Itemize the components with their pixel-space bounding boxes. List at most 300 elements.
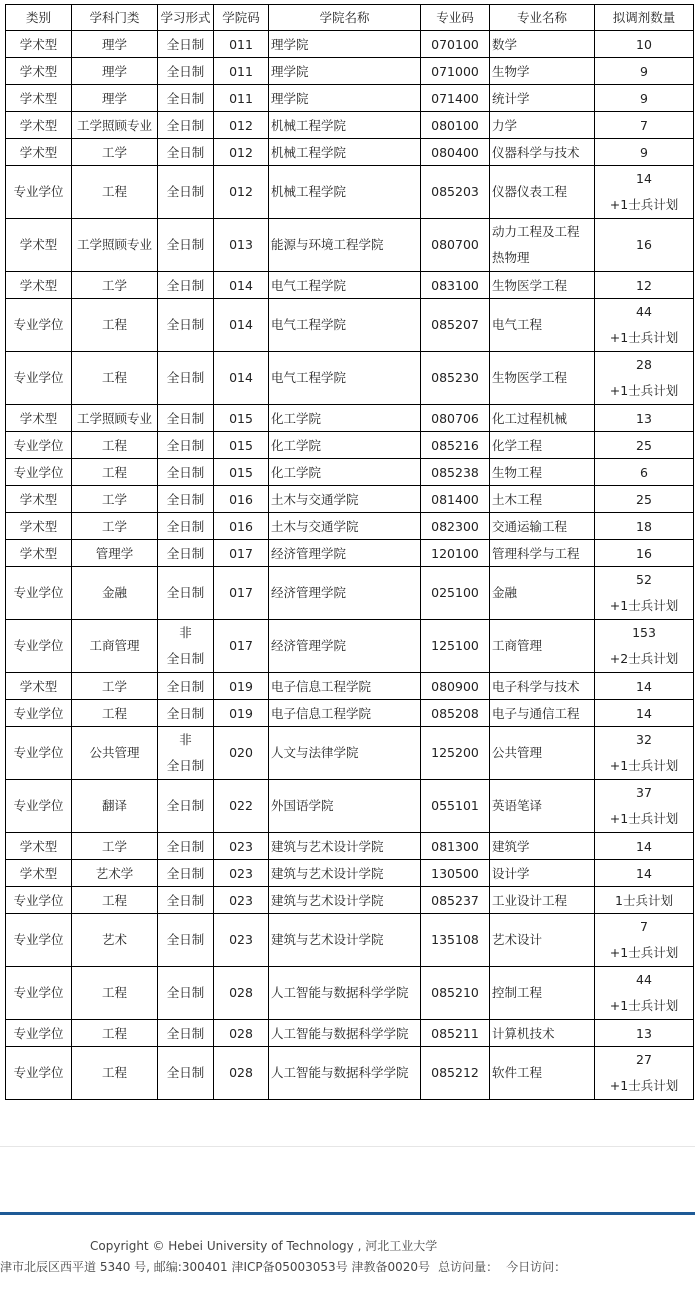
cell-quota	[595, 887, 694, 914]
cell-college-name: 建筑与艺术设计学院	[269, 914, 421, 967]
cell-major-name-line: 建筑学	[492, 838, 530, 854]
cell-college-code: 014	[214, 272, 269, 299]
cell-college-name: 人工智能与数据科学学院	[269, 1020, 421, 1047]
cell-college-code: 017	[214, 620, 269, 673]
cell-discipline	[72, 219, 158, 272]
cell-major-name-line: 仪器科学与技术	[492, 144, 580, 160]
cell-study-mode	[158, 513, 214, 540]
cell-study-mode	[158, 459, 214, 486]
cell-major-name	[490, 352, 595, 405]
cell-category: 专业学位	[6, 620, 72, 673]
cell-quota	[595, 459, 694, 486]
cell-category: 专业学位	[6, 567, 72, 620]
cell-quota-line: +1士兵计划	[609, 998, 679, 1013]
cell-discipline	[72, 620, 158, 673]
cell-discipline	[72, 112, 158, 139]
cell-quota	[595, 1047, 694, 1100]
cell-study-mode-line: 全日制	[166, 678, 205, 694]
cell-quota-line: 13	[636, 1025, 652, 1041]
table-row	[6, 85, 694, 112]
cell-major-code: 085203	[421, 166, 490, 219]
cell-quota-line: 52	[636, 572, 652, 587]
cell-study-mode	[158, 139, 214, 166]
cell-major-name-line: 热物理	[492, 250, 530, 265]
cell-quota-line: 16	[636, 545, 652, 561]
cell-quota-line: 28	[636, 357, 652, 372]
table-row	[6, 486, 694, 513]
cell-college-name: 化工学院	[269, 432, 421, 459]
cell-category: 学术型	[6, 860, 72, 887]
cell-discipline	[72, 432, 158, 459]
cell-college-name: 经济管理学院	[269, 620, 421, 673]
cell-study-mode	[158, 299, 214, 352]
cell-college-name: 化工学院	[269, 405, 421, 432]
cell-discipline	[72, 31, 158, 58]
cell-category: 学术型	[6, 673, 72, 700]
table-row	[6, 459, 694, 486]
cell-discipline-line: 工程	[101, 705, 127, 721]
table-row	[6, 31, 694, 58]
cell-category: 专业学位	[6, 432, 72, 459]
cell-major-code: 071000	[421, 58, 490, 85]
cell-discipline-line: 工学照顾专业	[76, 410, 152, 426]
cell-major-name-line: 土木工程	[492, 491, 543, 507]
cell-study-mode	[158, 540, 214, 567]
cell-discipline-line: 工学	[101, 678, 127, 694]
cell-study-mode-line: 全日制	[166, 36, 205, 52]
cell-college-code: 011	[214, 85, 269, 112]
table-row	[6, 700, 694, 727]
cell-major-name	[490, 432, 595, 459]
cell-study-mode	[158, 112, 214, 139]
cell-college-name: 建筑与艺术设计学院	[269, 833, 421, 860]
cell-major-code: 085237	[421, 887, 490, 914]
cell-quota	[595, 540, 694, 567]
cell-discipline-line: 工程	[101, 370, 127, 385]
cell-major-name	[490, 513, 595, 540]
cell-major-name	[490, 1047, 595, 1100]
header-quota: 拟调剂数量	[595, 5, 694, 31]
cell-discipline-line: 工学照顾专业	[76, 237, 152, 252]
cell-major-name-line: 化学工程	[492, 437, 543, 453]
cell-college-code: 028	[214, 1020, 269, 1047]
cell-major-name-line: 软件工程	[492, 1065, 543, 1080]
cell-major-name-line: 交通运输工程	[492, 518, 568, 534]
cell-major-name	[490, 673, 595, 700]
cell-major-code: 081400	[421, 486, 490, 513]
footer-top-divider	[0, 1146, 695, 1147]
table-row	[6, 299, 694, 352]
cell-quota-line: 153	[632, 625, 656, 640]
cell-study-mode	[158, 486, 214, 513]
cell-college-code: 012	[214, 139, 269, 166]
cell-study-mode	[158, 166, 214, 219]
cell-category: 学术型	[6, 272, 72, 299]
cell-discipline	[72, 1020, 158, 1047]
cell-study-mode	[158, 432, 214, 459]
cell-category: 专业学位	[6, 887, 72, 914]
cell-major-name-line: 控制工程	[492, 985, 543, 1000]
cell-major-name-line: 英语笔译	[492, 798, 543, 813]
cell-discipline	[72, 673, 158, 700]
cell-major-name-line: 仪器仪表工程	[492, 184, 568, 199]
cell-college-name: 经济管理学院	[269, 540, 421, 567]
cell-major-name-line: 生物工程	[492, 464, 543, 480]
cell-major-name-line: 设计学	[492, 865, 530, 881]
cell-quota-line: 25	[636, 437, 652, 453]
cell-college-code: 013	[214, 219, 269, 272]
cell-college-code: 028	[214, 1047, 269, 1100]
cell-quota	[595, 700, 694, 727]
cell-major-code: 080900	[421, 673, 490, 700]
header-discipline: 学科门类	[72, 5, 158, 31]
cell-quota	[595, 352, 694, 405]
cell-discipline	[72, 486, 158, 513]
cell-discipline-line: 工学	[101, 518, 127, 534]
cell-study-mode	[158, 405, 214, 432]
cell-quota-line: +1士兵计划	[609, 598, 679, 613]
cell-study-mode-line: 全日制	[166, 1065, 205, 1080]
cell-college-code: 023	[214, 860, 269, 887]
cell-college-code: 023	[214, 833, 269, 860]
cell-discipline-line: 工程	[101, 892, 127, 908]
cell-quota-line: +1士兵计划	[609, 758, 679, 773]
cell-college-code: 015	[214, 459, 269, 486]
cell-discipline-line: 工程	[101, 317, 127, 332]
cell-discipline	[72, 860, 158, 887]
cell-quota-line: 7	[640, 117, 648, 133]
cell-quota-line: 9	[640, 63, 648, 79]
cell-quota	[595, 58, 694, 85]
cell-major-name-line: 计算机技术	[492, 1025, 555, 1041]
cell-major-code: 080706	[421, 405, 490, 432]
cell-quota	[595, 967, 694, 1020]
cell-quota-line: 37	[636, 785, 652, 800]
cell-discipline	[72, 58, 158, 85]
cell-study-mode-line: 全日制	[166, 277, 205, 293]
cell-major-name-line: 生物医学工程	[492, 277, 568, 293]
cell-quota	[595, 914, 694, 967]
cell-study-mode	[158, 85, 214, 112]
cell-category: 学术型	[6, 540, 72, 567]
cell-study-mode	[158, 887, 214, 914]
header-major-code: 专业码	[421, 5, 490, 31]
cell-major-name-line: 电子科学与技术	[492, 678, 580, 694]
cell-quota-line: 25	[636, 491, 652, 507]
table-row	[6, 887, 694, 914]
cell-category: 专业学位	[6, 459, 72, 486]
cell-quota	[595, 405, 694, 432]
cell-discipline-line: 工学照顾专业	[76, 117, 152, 133]
cell-college-name: 电气工程学院	[269, 272, 421, 299]
cell-quota-line: 14	[636, 678, 652, 694]
cell-major-name	[490, 486, 595, 513]
cell-major-code: 085207	[421, 299, 490, 352]
cell-study-mode-line: 全日制	[166, 865, 205, 881]
cell-discipline	[72, 833, 158, 860]
cell-study-mode-line: 全日制	[166, 90, 205, 106]
table-row	[6, 432, 694, 459]
cell-study-mode-line: 全日制	[166, 518, 205, 534]
cell-college-name: 能源与环境工程学院	[269, 219, 421, 272]
cell-quota-line: +1士兵计划	[609, 945, 679, 960]
cell-major-name	[490, 887, 595, 914]
header-college-name: 学院名称	[269, 5, 421, 31]
cell-quota-line: 16	[636, 237, 652, 252]
cell-category: 专业学位	[6, 780, 72, 833]
cell-major-name-line: 电气工程	[492, 317, 543, 332]
cell-college-name: 理学院	[269, 31, 421, 58]
table-header-row	[6, 5, 694, 31]
cell-study-mode-line: 全日制	[166, 838, 205, 854]
cell-major-name	[490, 85, 595, 112]
cell-study-mode-line: 非	[179, 625, 192, 640]
cell-quota	[595, 299, 694, 352]
cell-major-code: 085216	[421, 432, 490, 459]
cell-discipline-line: 翻译	[101, 798, 127, 813]
cell-study-mode-line: 全日制	[166, 117, 205, 133]
cell-category: 学术型	[6, 112, 72, 139]
cell-college-code: 017	[214, 567, 269, 620]
cell-category: 专业学位	[6, 166, 72, 219]
cell-discipline-line: 理学	[101, 36, 127, 52]
cell-college-code: 015	[214, 432, 269, 459]
cell-study-mode	[158, 914, 214, 967]
cell-quota	[595, 166, 694, 219]
table-row	[6, 405, 694, 432]
cell-major-name-line: 电子与通信工程	[492, 705, 580, 721]
cell-study-mode-line: 全日制	[166, 144, 205, 160]
cell-college-name: 电子信息工程学院	[269, 700, 421, 727]
cell-major-name-line: 化工过程机械	[492, 410, 568, 426]
cell-college-name: 人工智能与数据科学学院	[269, 967, 421, 1020]
cell-quota	[595, 272, 694, 299]
cell-college-code: 012	[214, 166, 269, 219]
cell-discipline-line: 艺术	[101, 932, 127, 947]
cell-quota-line: 14	[636, 865, 652, 881]
cell-study-mode-line: 全日制	[166, 585, 205, 600]
cell-discipline-line: 工商管理	[89, 638, 140, 653]
table-row	[6, 567, 694, 620]
table-row	[6, 352, 694, 405]
table-row	[6, 620, 694, 673]
cell-major-code: 085212	[421, 1047, 490, 1100]
cell-quota-line: +1士兵计划	[609, 1078, 679, 1093]
cell-study-mode	[158, 352, 214, 405]
admissions-table	[5, 4, 694, 1100]
cell-study-mode	[158, 673, 214, 700]
cell-major-code: 082300	[421, 513, 490, 540]
table-row	[6, 513, 694, 540]
cell-discipline-line: 艺术学	[95, 865, 134, 881]
cell-major-name	[490, 58, 595, 85]
table-row	[6, 139, 694, 166]
cell-discipline	[72, 567, 158, 620]
cell-study-mode	[158, 567, 214, 620]
cell-discipline	[72, 887, 158, 914]
cell-quota-line: 10	[636, 36, 652, 52]
cell-college-code: 023	[214, 914, 269, 967]
cell-college-name: 土木与交通学院	[269, 486, 421, 513]
footer-address-line	[0, 1258, 695, 1275]
cell-college-name: 机械工程学院	[269, 166, 421, 219]
table-row	[6, 1020, 694, 1047]
cell-study-mode	[158, 1047, 214, 1100]
cell-major-name-line: 金融	[492, 585, 518, 600]
cell-discipline-line: 工程	[101, 1065, 127, 1080]
cell-discipline	[72, 540, 158, 567]
cell-college-code: 015	[214, 405, 269, 432]
footer-copyright: Copyright © Hebei University of Technology , 河北工业大学	[90, 1239, 438, 1253]
cell-quota-line: 14	[636, 705, 652, 721]
cell-college-name: 理学院	[269, 85, 421, 112]
footer-address: 津市北辰区西平道 5340 号, 邮编:300401 津ICP备05003053号 津教备0020号	[0, 1260, 431, 1274]
cell-study-mode	[158, 967, 214, 1020]
cell-college-name: 机械工程学院	[269, 139, 421, 166]
cell-college-code: 020	[214, 727, 269, 780]
cell-major-code: 071400	[421, 85, 490, 112]
cell-quota-line: 14	[636, 171, 652, 186]
cell-category: 专业学位	[6, 727, 72, 780]
cell-study-mode	[158, 620, 214, 673]
cell-discipline	[72, 727, 158, 780]
cell-major-name-line: 工业设计工程	[492, 892, 568, 908]
cell-college-code: 023	[214, 887, 269, 914]
footer-today-visits-label: 今日访问：	[506, 1260, 567, 1274]
cell-major-name-line: 统计学	[492, 90, 530, 106]
cell-quota-line: 9	[640, 90, 648, 106]
cell-discipline-line: 公共管理	[89, 745, 140, 760]
cell-discipline-line: 工程	[101, 1025, 127, 1041]
cell-study-mode-line: 全日制	[166, 985, 205, 1000]
cell-quota-line: 1士兵计划	[615, 892, 673, 908]
cell-college-name: 经济管理学院	[269, 567, 421, 620]
cell-category: 学术型	[6, 139, 72, 166]
cell-major-code: 085208	[421, 700, 490, 727]
cell-major-name	[490, 700, 595, 727]
cell-quota-line: 44	[636, 304, 652, 319]
cell-discipline	[72, 85, 158, 112]
cell-quota-line: 9	[640, 144, 648, 160]
cell-study-mode-line: 全日制	[166, 1025, 205, 1041]
cell-discipline-line: 金融	[101, 585, 127, 600]
cell-study-mode-line: 全日制	[166, 410, 205, 426]
cell-discipline-line: 工程	[101, 437, 127, 453]
cell-college-name: 化工学院	[269, 459, 421, 486]
cell-college-code: 014	[214, 352, 269, 405]
cell-major-name	[490, 299, 595, 352]
cell-study-mode-line: 全日制	[166, 63, 205, 79]
cell-discipline-line: 理学	[101, 63, 127, 79]
cell-discipline-line: 工学	[101, 277, 127, 293]
cell-college-code: 019	[214, 673, 269, 700]
cell-study-mode-line: 全日制	[166, 464, 205, 480]
footer-total-visits-label: 总访问量：	[438, 1260, 499, 1274]
cell-study-mode-line: 全日制	[166, 758, 205, 773]
cell-major-name	[490, 540, 595, 567]
cell-discipline-line: 工学	[101, 838, 127, 854]
table-row	[6, 914, 694, 967]
table-row	[6, 1047, 694, 1100]
cell-category: 专业学位	[6, 967, 72, 1020]
header-college-code: 学院码	[214, 5, 269, 31]
cell-major-name	[490, 780, 595, 833]
cell-college-name: 人工智能与数据科学学院	[269, 1047, 421, 1100]
cell-quota-line: 13	[636, 410, 652, 426]
cell-study-mode-line: 全日制	[166, 798, 205, 813]
cell-category: 专业学位	[6, 1020, 72, 1047]
cell-major-name	[490, 914, 595, 967]
cell-college-code: 014	[214, 299, 269, 352]
cell-category: 学术型	[6, 85, 72, 112]
table-body	[6, 31, 694, 1100]
cell-category: 学术型	[6, 31, 72, 58]
cell-major-name	[490, 860, 595, 887]
cell-college-code: 016	[214, 486, 269, 513]
cell-college-name: 外国语学院	[269, 780, 421, 833]
cell-study-mode	[158, 31, 214, 58]
cell-category: 学术型	[6, 219, 72, 272]
cell-major-code: 081300	[421, 833, 490, 860]
cell-major-name	[490, 31, 595, 58]
cell-discipline-line: 理学	[101, 90, 127, 106]
cell-quota-line: 7	[640, 919, 648, 934]
cell-quota	[595, 833, 694, 860]
cell-quota	[595, 620, 694, 673]
cell-major-name-line: 工商管理	[492, 638, 543, 653]
cell-college-name: 建筑与艺术设计学院	[269, 887, 421, 914]
cell-category: 学术型	[6, 58, 72, 85]
table-row	[6, 967, 694, 1020]
cell-major-code: 135108	[421, 914, 490, 967]
cell-study-mode	[158, 700, 214, 727]
table-row	[6, 58, 694, 85]
cell-study-mode-line: 全日制	[166, 317, 205, 332]
cell-quota-line: 14	[636, 838, 652, 854]
cell-quota	[595, 139, 694, 166]
cell-major-name	[490, 1020, 595, 1047]
cell-quota-line: 27	[636, 1052, 652, 1067]
cell-category: 专业学位	[6, 1047, 72, 1100]
cell-category: 学术型	[6, 513, 72, 540]
cell-discipline	[72, 166, 158, 219]
cell-major-code: 085230	[421, 352, 490, 405]
cell-college-name: 人文与法律学院	[269, 727, 421, 780]
cell-study-mode-line: 全日制	[166, 545, 205, 561]
cell-study-mode	[158, 219, 214, 272]
cell-major-code: 085211	[421, 1020, 490, 1047]
cell-quota-line: 6	[640, 464, 648, 480]
cell-major-name-line: 生物学	[492, 63, 530, 79]
cell-discipline	[72, 700, 158, 727]
table-row	[6, 540, 694, 567]
header-major-name: 专业名称	[490, 5, 595, 31]
cell-major-code: 080100	[421, 112, 490, 139]
cell-quota	[595, 31, 694, 58]
cell-major-code: 070100	[421, 31, 490, 58]
cell-quota	[595, 432, 694, 459]
cell-study-mode	[158, 833, 214, 860]
cell-study-mode-line: 全日制	[166, 892, 205, 908]
header-category: 类别	[6, 5, 72, 31]
cell-major-code: 085210	[421, 967, 490, 1020]
table-row	[6, 272, 694, 299]
cell-study-mode-line: 全日制	[166, 932, 205, 947]
cell-college-code: 011	[214, 31, 269, 58]
cell-quota-line: 44	[636, 972, 652, 987]
cell-major-code: 120100	[421, 540, 490, 567]
cell-college-name: 电气工程学院	[269, 299, 421, 352]
